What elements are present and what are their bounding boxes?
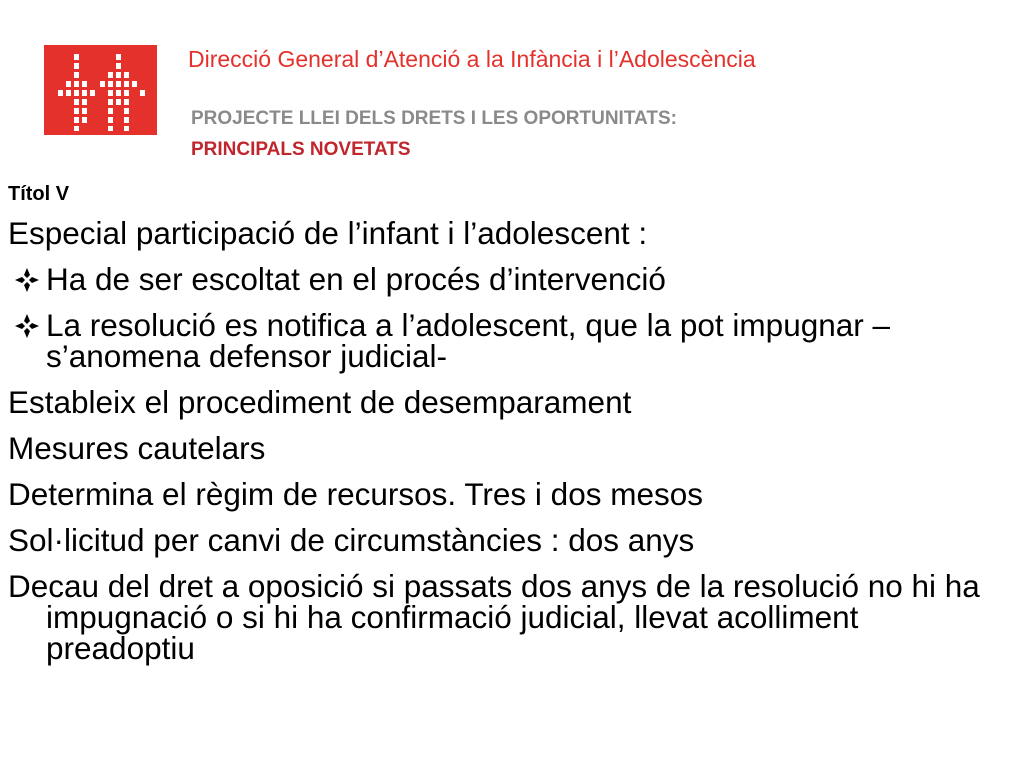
diamond-bullet-icon xyxy=(12,265,42,295)
slide-content xyxy=(8,215,1008,666)
content-paragraph: Sol·licitud per canvi de circumstàncies : dos anys xyxy=(8,522,695,558)
logo-figures-graphic xyxy=(44,45,157,135)
subtitle-line-1: PROJECTE LLEI DELS DRETS I LES OPORTUNITATS: xyxy=(191,108,677,129)
content-paragraph: Determina el règim de recursos. Tres i dos mesos xyxy=(8,476,703,512)
organization-title: Direcció General d’Atenció a la Infància i l’Adolescència xyxy=(188,46,756,72)
section-title: Títol V xyxy=(8,183,70,205)
bullet-text: La resolució es notifica a l’adolescent, que la pot impugnar –s’anomena defensor judicial- xyxy=(46,307,891,374)
bullet-item xyxy=(8,307,1008,374)
diamond-bullet-icon xyxy=(12,311,42,341)
bullet-item xyxy=(8,261,1008,297)
subtitle-line-2: PRINCIPALS NOVETATS xyxy=(191,139,411,160)
content-paragraph: Decau del dret a oposició si passats dos anys de la resolució no hi ha impugnació o si hi ha confirmació judicial, llevat acolliment preadoptiu xyxy=(8,568,980,666)
content-paragraph: Estableix el procediment de desemparament xyxy=(8,384,632,420)
bullet-text: Ha de ser escoltat en el procés d’intervenció xyxy=(46,261,666,297)
dgaia-logo-icon xyxy=(44,45,157,135)
content-paragraph: Mesures cautelars xyxy=(8,430,266,466)
content-paragraph: Especial participació de l’infant i l’adolescent : xyxy=(8,215,648,251)
presentation-subtitle xyxy=(191,103,677,165)
